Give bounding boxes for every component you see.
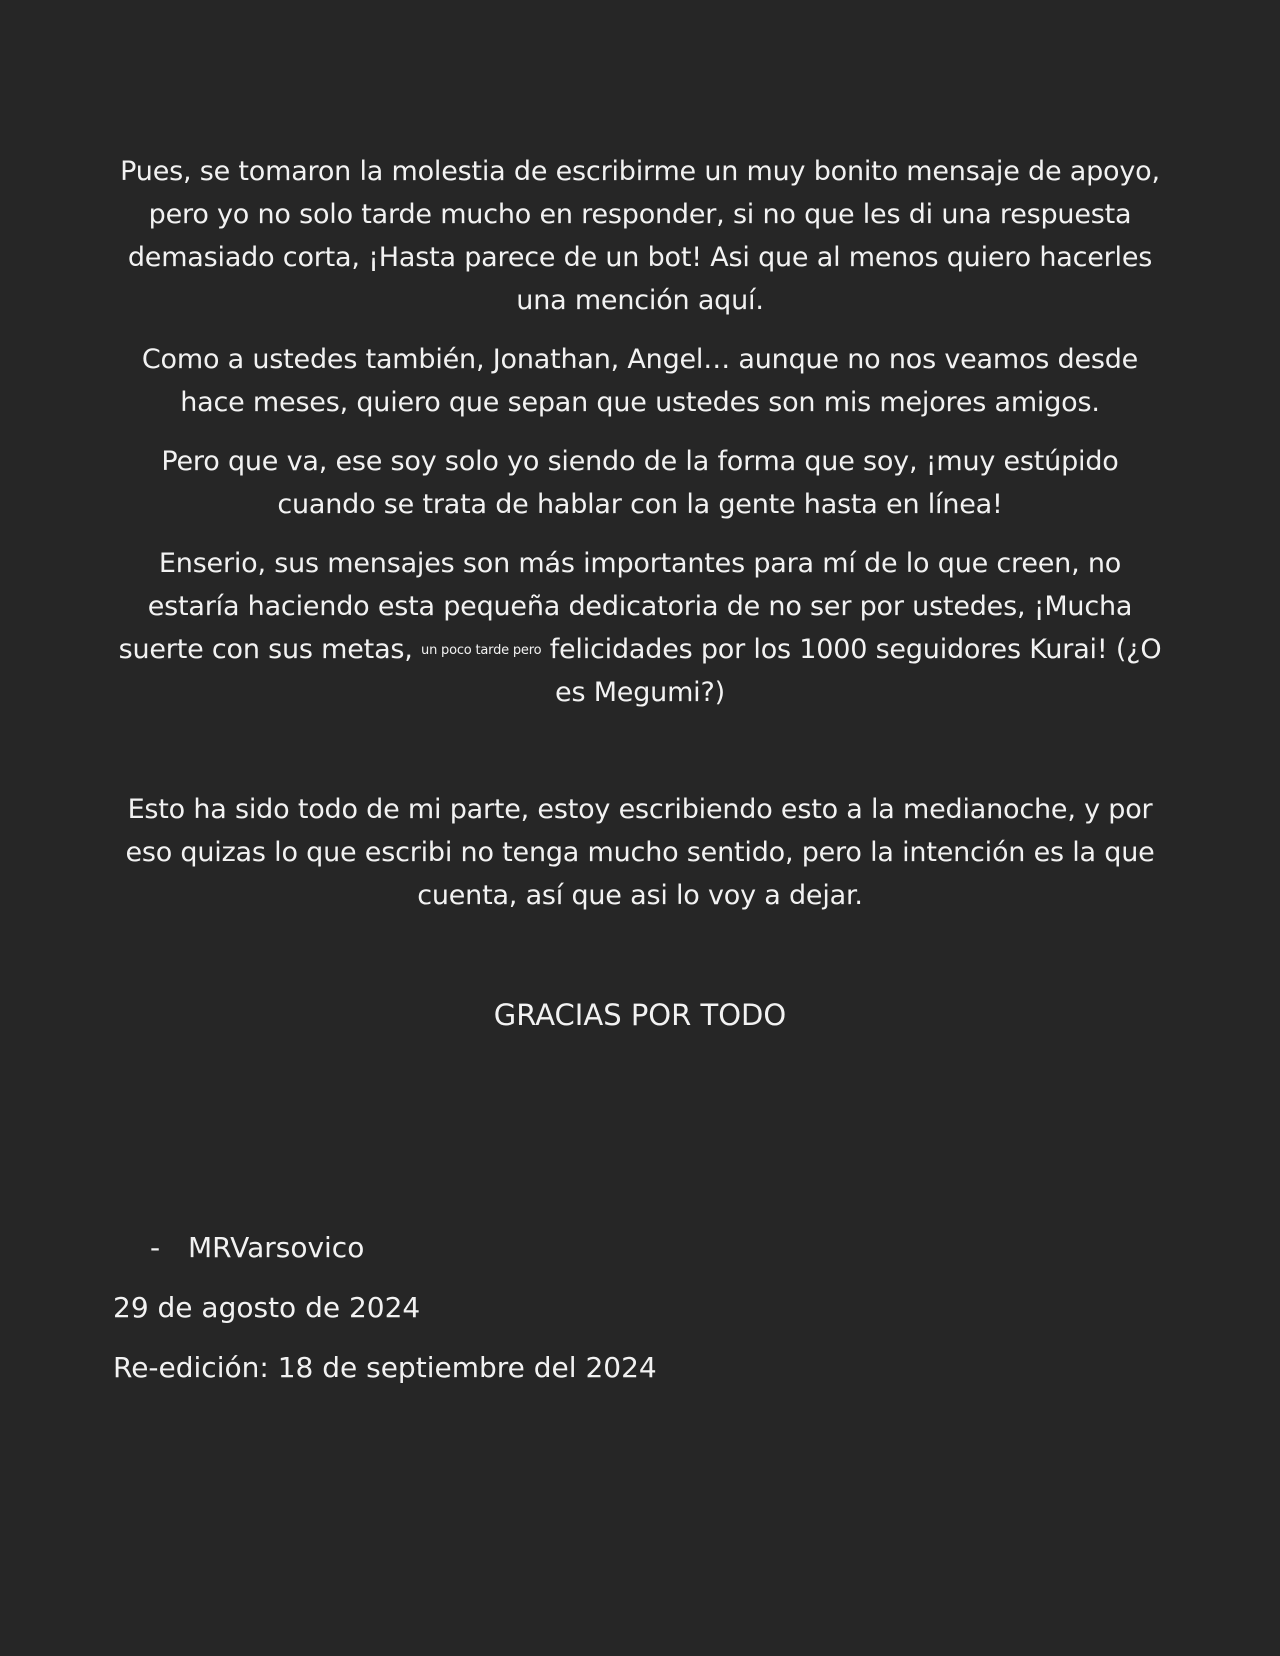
paragraph-4-after: felicidades por los 1000 seguidores Kurai! (¿O es Megumi?) <box>541 634 1162 708</box>
closing-paragraph: Esto ha sido todo de mi parte, estoy escribiendo esto a la medianoche, y por eso quizas lo que escribi no tenga mucho sentido, pero la intención es la que cuenta, así que asi lo voy a dejar. <box>125 794 1155 911</box>
signature-dash: - <box>150 1231 161 1264</box>
date-text: 29 de agosto de 2024 <box>113 1291 421 1324</box>
small-aside-text: un poco tarde pero <box>421 643 542 658</box>
letter-body <box>113 150 1167 1037</box>
thanks-heading: GRACIAS POR TODO <box>493 998 787 1032</box>
paragraph-2: Como a ustedes también, Jonathan, Angel… aunque no nos veamos desde hace meses, quiero que sepan que ustedes son mis mejores amigos. <box>141 344 1139 418</box>
reedition-date-text: Re-edición: 18 de septiembre del 2024 <box>113 1351 657 1384</box>
signature-author: MRVarsovico <box>188 1231 365 1264</box>
signature <box>150 1228 364 1268</box>
paragraph-3: Pero que va, ese soy solo yo siendo de la forma que soy, ¡muy estúpido cuando se trata de hablar con la gente hasta en línea! <box>161 446 1119 520</box>
paragraph-4 <box>113 542 1167 714</box>
paragraph-1: Pues, se tomaron la molestia de escribirme un muy bonito mensaje de apoyo, pero yo no solo tarde mucho en responder, si no que les di una respuesta demasiado corta, ¡Hasta parece de un bot! Asi que al menos quiero hacerles una mención aquí. <box>120 156 1160 316</box>
paragraph-4-before: Enserio, sus mensajes son más importantes para mí de lo que creen, no estaría haciendo esta pequeña dedicatoria de no ser por ustedes, ¡Mucha suerte con sus metas, <box>118 548 1133 665</box>
